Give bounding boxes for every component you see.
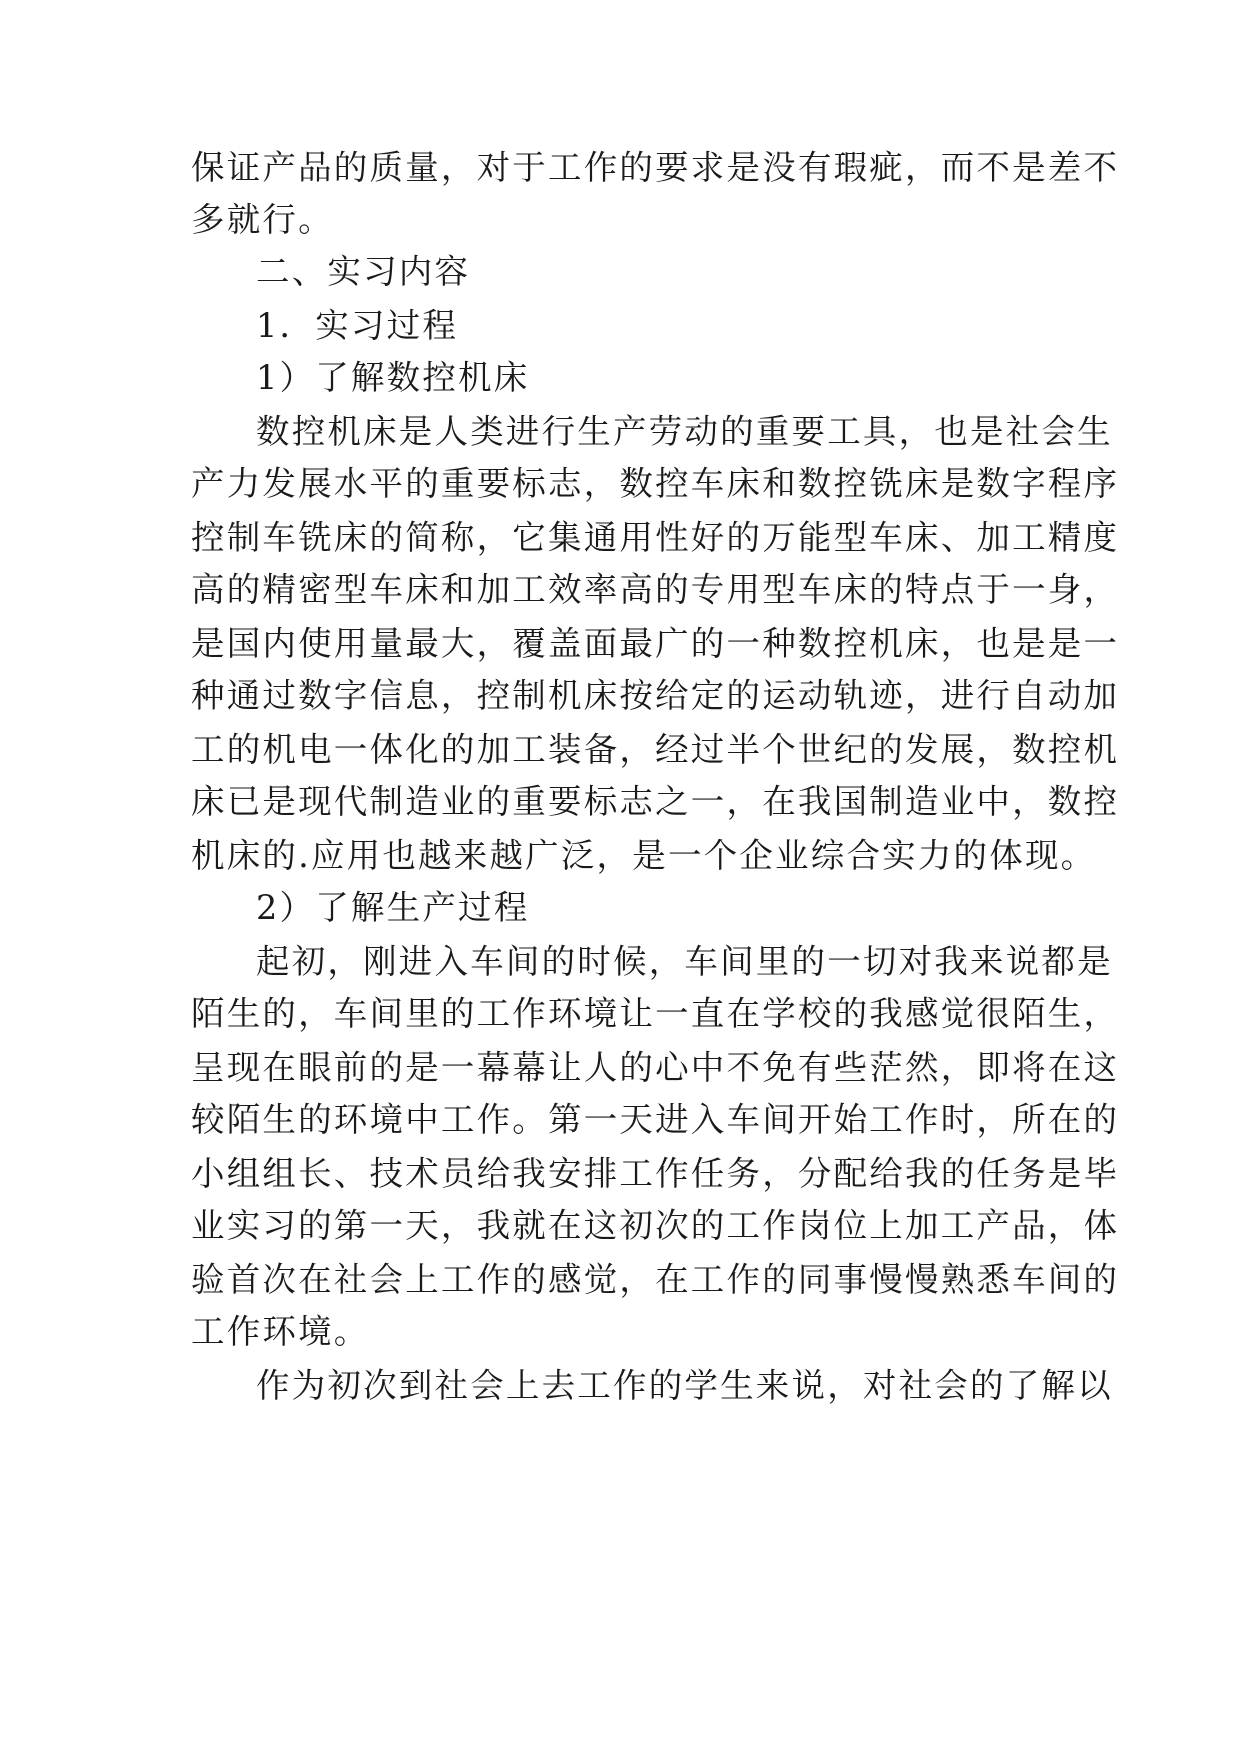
text-line: 较陌生的环境中工作。第一天进入车间开始工作时，所在的: [191, 1100, 1120, 1139]
text-line: 工作环境。: [191, 1312, 370, 1351]
text-line: 控制车铣床的简称，它集通用性好的万能型车床、加工精度: [191, 518, 1120, 557]
text-line: 多就行。: [191, 200, 334, 239]
text-line: 保证产品的质量，对于工作的要求是没有瑕疵，而不是差不: [191, 148, 1120, 187]
text-line: 业实习的第一天，我就在这初次的工作岗位上加工产品，体: [191, 1206, 1120, 1245]
subsection-heading: 2）了解生产过程: [256, 888, 530, 927]
paragraph-first-line: 数控机床是人类进行生产劳动的重要工具，也是社会生: [256, 412, 1113, 451]
subsection-heading: 1）了解数控机床: [256, 358, 530, 397]
section-heading: 二、实习内容: [256, 252, 471, 291]
text-line: 高的精密型车床和加工效率高的专用型车床的特点于一身，: [191, 570, 1120, 609]
text-line: 机床的.应用也越来越广泛，是一个企业综合实力的体现。: [191, 836, 1097, 875]
text-line: 验首次在社会上工作的感觉，在工作的同事慢慢熟悉车间的: [191, 1260, 1120, 1299]
subsection-heading: 1．实习过程: [256, 306, 459, 345]
text-line: 呈现在眼前的是一幕幕让人的心中不免有些茫然，即将在这: [191, 1048, 1120, 1087]
paragraph-first-line: 起初，刚进入车间的时候，车间里的一切对我来说都是: [256, 942, 1113, 981]
text-line: 工的机电一体化的加工装备，经过半个世纪的发展，数控机: [191, 730, 1120, 769]
text-line: 床已是现代制造业的重要标志之一，在我国制造业中，数控: [191, 782, 1120, 821]
text-line: 产力发展水平的重要标志，数控车床和数控铣床是数字程序: [191, 464, 1120, 503]
text-line: 陌生的，车间里的工作环境让一直在学校的我感觉很陌生，: [191, 994, 1120, 1033]
text-line: 是国内使用量最大，覆盖面最广的一种数控机床，也是是一: [191, 624, 1120, 663]
text-line: 种通过数字信息，控制机床按给定的运动轨迹，进行自动加: [191, 676, 1120, 715]
paragraph-first-line: 作为初次到社会上去工作的学生来说，对社会的了解以: [256, 1366, 1113, 1405]
text-line: 小组组长、技术员给我安排工作任务，分配给我的任务是毕: [191, 1154, 1120, 1193]
